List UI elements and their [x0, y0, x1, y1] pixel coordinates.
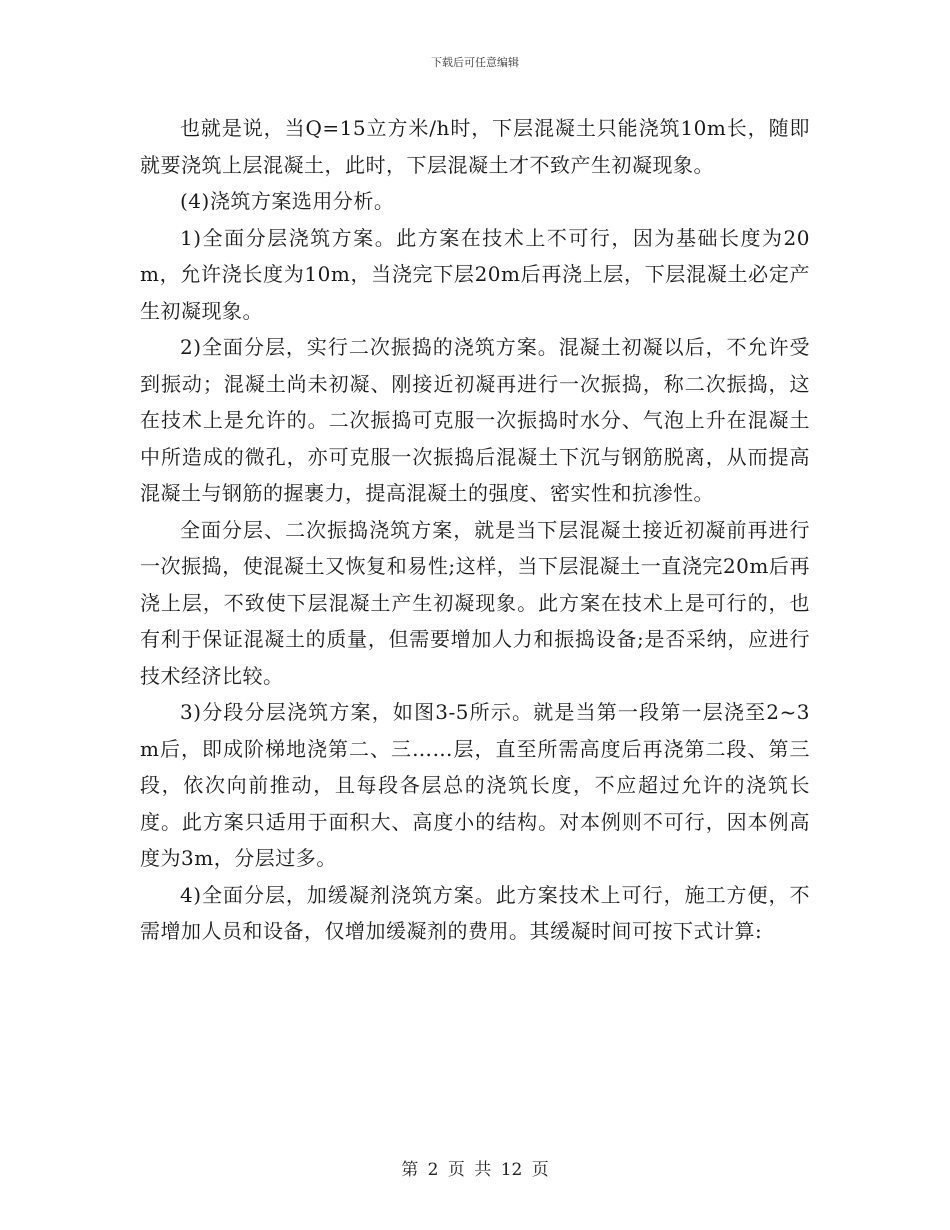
paragraph-2: (4)浇筑方案选用分析。	[180, 189, 395, 213]
paragraph-6: 3)分段分层浇筑方案，如图3-5所示。就是当第一段第一层浇至2~3m后，即成阶梯地浇第二、三……层，直至所需高度后再浇第二段、第三段，依次向前推动，且每段各层总的浇筑长度，不应超过允许的浇筑长度。此方案只适用于面积大、高度小的结构。对本例则不可行，因本例高度为3m，分层过多。	[140, 700, 810, 870]
paragraph-7: 4)全面分层，加缓凝剂浇筑方案。此方案技术上可行，施工方便，不需增加人员和设备，仅增加缓凝剂的费用。其缓凝时间可按下式计算:	[140, 882, 810, 943]
paragraph-5: 全面分层、二次振捣浇筑方案，就是当下层混凝土接近初凝前再进行一次振捣，使混凝土又恢复和易性;这样，当下层混凝土一直浇完20m后再浇上层，不致使下层混凝土产生初凝现象。此方案在技术上是可行的，也有利于保证混凝土的质量，但需要增加人力和振捣设备;是否采纳，应进行技术经济比较。	[140, 517, 810, 688]
page-footer: 第 2 页 共 12 页	[401, 1160, 549, 1180]
paragraph-3: 1)全面分层浇筑方案。此方案在技术上不可行，因为基础长度为20m，允许浇长度为10m，当浇完下层20m后再浇上层，下层混凝土必定产生初凝现象。	[140, 225, 810, 323]
paragraph-1: 也就是说，当Q=15立方米/h时，下层混凝土只能浇筑10m长，随即就要浇筑上层混凝土，此时，下层混凝土才不致产生初凝现象。	[140, 116, 810, 177]
document-body	[140, 110, 810, 950]
page-header: 下载后可任意编辑	[431, 56, 519, 69]
paragraph-4: 2)全面分层，实行二次振捣的浇筑方案。混凝土初凝以后，不允许受到振动；混凝土尚未初凝、刚接近初凝再进行一次振捣，称二次振捣，这在技术上是允许的。二次振捣可克服一次振捣时水分、气泡上升在混凝土中所造成的微孔，亦可克服一次振捣后混凝土下沉与钢筋脱离，从而提高混凝土与钢筋的握裹力，提高混凝土的强度、密实性和抗渗性。	[140, 335, 810, 505]
